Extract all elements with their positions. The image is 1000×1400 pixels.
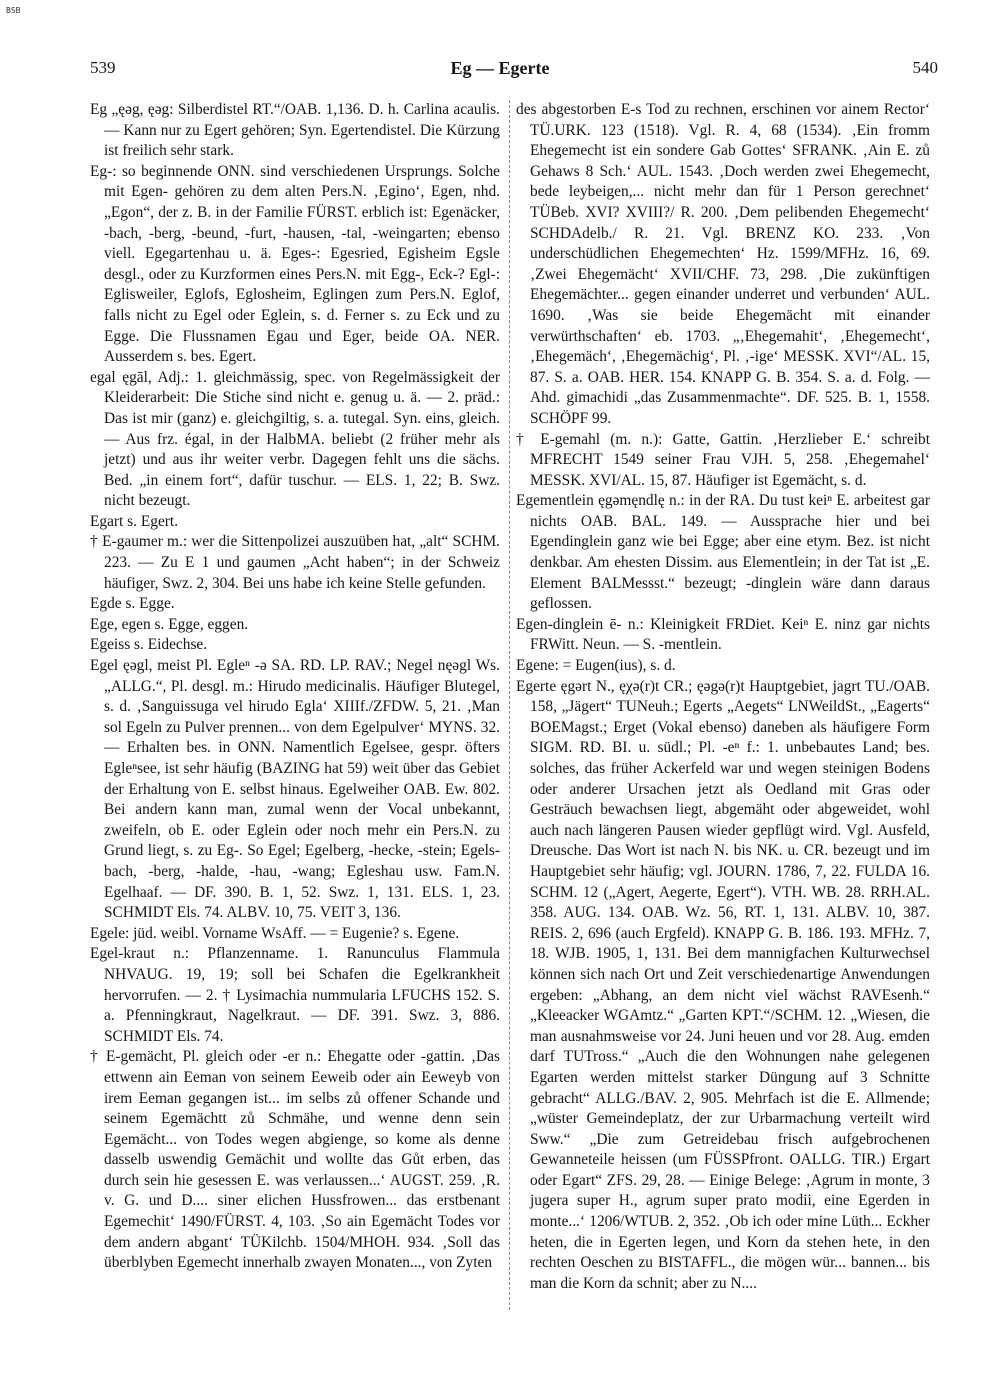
dictionary-entry: Egel ęəgl, meist Pl. Egleⁿ -ə SA. RD. LP. RAV.; Negel nęəgl Ws. „ALLG.“, Pl. desgl. m.: Hirudo medicinalis. Häufiger Blutegel, s. d. ‚Sanguissuga vel hirudo Egla‘ XIIIf./ZFDW. 5, 21. ‚Man sol Egeln zu Pulver prennen... von dem Egelpulver‘ MYNS. 32. — Erhalten bes. in ONN. Namentlich Egelsee, gespr. öfters Egleⁿsee, ist sehr häufig (BAZING hat 59) weit über das Gebiet der Erhaltung von E. selbst hinaus. Egelweiher OAB. Ew. 802. Bei andern kann man, zumal wenn der Vocal unbekannt, zweifeln, ob E. oder Eglein oder noch mehr ein Pers.N. zu Grund liegt, s. zu Eg-. So Egel; Egelberg, -hecke, -stein; Egels-bach, -berg, -halde, -hau, -wang; Egleshau usw. Fam.N. Egelhaaf. — DF. 390. B. 1, 52. Swz. 1, 131. ELS. 1, 23. SCHMIDT Els. 74. ALBV. 10, 75. VEIT 3, 136. bbox=[90, 657, 500, 922]
dictionary-entry: † E-gaumer m.: wer die Sittenpolizei auszuüben hat, „alt“ SCHM. 223. — Zu E 1 und gaumen „Acht haben“; in der Schweiz häufiger, Swz. 2, 304. Bei uns habe ich keine Stelle gefunden. bbox=[90, 533, 500, 592]
page-number-right: 540 bbox=[912, 58, 938, 77]
dictionary-entry: † E-gemahl (m. n.): Gatte, Gattin. ‚Herzlieber E.‘ schreibt MFRECHT 1549 seiner Frau VJH. 5, 258. ‚Ehegemahel‘ MESSK. XVI/AL. 15, 87. Häufiger ist Egemächt, s. d. bbox=[516, 430, 930, 489]
dictionary-entry: Eg-: so beginnende ONN. sind verschiedenen Ursprungs. Solche mit Egen- gehören zu dem alten Pers.N. ‚Egino‘, Egen, nhd. „Egon“, der z. B. in der Familie FÜRST. erblich ist: Egenäcker, -bach, -berg, -beund, -furt, -hausen, -tal, -weingarten; ebenso viell. Egegartenhau u. ä. Eges-: Egesried, Egisheim Egsle desgl., oder zu Kurzformen eines Pers.N. mit Egg-, Eck-? Egl-: Eglisweiler, Eglofs, Eglosheim, Eglingen zum Pers.N. Eglof, falls nicht zu Egel oder Eglein, s. d. Ferner s. zu Eck und zu Egge. Die Flussnamen Egau und Eger, beide OA. NER. Ausserdem s. bes. Egert. bbox=[90, 162, 500, 366]
dictionary-entry: Egene: = Eugen(ius), s. d. bbox=[516, 657, 676, 675]
dictionary-entry: Egele: jüd. weibl. Vorname WsAff. — = Eugenie? s. Egene. bbox=[90, 924, 460, 942]
dictionary-entry: Egeiss s. Eidechse. bbox=[90, 636, 208, 654]
dictionary-entry: Ege, egen s. Egge, eggen. bbox=[90, 615, 249, 633]
right-column bbox=[516, 100, 930, 1294]
dictionary-entry: Egerte ęgərt N., ęχə(r)t CR.; ęəgə(r)t Hauptgebiet, jagrt TU./OAB. 158, „Jägert“ TUNeuh.; Egerts „Aegets“ LNWeildSt., „Eagerts“ BOEMagst.; Erget (Vokal ebenso) daneben als häufigere Form SIGM. RD. BI. u. südl.; Pl. -eⁿ f.: 1. unbebautes Land; bes. solches, das früher Ackerfeld war und wegen steinigen Bodens oder anderer Ursachen jetzt als Oedland mit Gras oder Gesträuch bewachsen liegt, abgemäht oder abgeweidet, wohl auch nach längeren Pausen wieder gepflügt wird. Vgl. Ausfeld, Dreusche. Das Wort ist nach N. bis NK. u. CR. bezeugt und im Hauptgebiet sehr häufig; vgl. JOURN. 1786, 7, 22. FULDA 16. SCHM. 12 („Agert, Aegerte, Egert“). VTH. WB. 28. RRH.AL. 358. AUG. 134. OAB. Wz. 56, RT. 1, 131. ALBV. 10, 387. REIS. 2, 696 (auch Ergfeld). KNAPP G. B. 186. 193. MFHz. 7, 18. WJB. 1905, 1, 131. Bei dem mannigfachen Kulturwechsel können sich nach Ort und Zeit verschiedenartige Anwendungen ergeben: „Abhang, an dem nicht viel wächst RAVEsenh.“ „Kleeacker WGAmtz.“ „Garten KPT.“/SCHM. 12. „Wiesen, die man ausnahmsweise vor 24. Juni heuen und vor 28. Aug. emden darf TUTross.“ „Auch die den Wohnungen nahe gelegenen Egarten werden mittelst starker Düngung auf 3 Schnitte gebracht“ ALLG./BAV. 2, 905. Mehrfach ist die E. Allmende; „wüster Gemeindeplatz, der zur Urbarmachung verteilt wird Sww.“ „Die zum Getreidebau frisch aufgebrochenen Gewanneteile heissen (um FÜSSPfront. OALLG. TIR.) Ergart oder Egart“ ZFS. 29, 28. — Einige Belege: ‚Agrum in monte, 3 jugera super H., agrum super prato modii, eine Egerden in monte...‘ 1206/WTUB. 2, 352. ‚Ob ich oder mine Lüth... Eckher heten, die in Egerten legen, und Korn da stehen hete, in den rechten Oeschen zu BISTAFFL., die mögen wür... bannen... bis man die Korn da schnit; aber zu N.... bbox=[516, 677, 930, 1292]
dictionary-entry: Eg „ęəg, ęəg: Silberdistel RT.“/OAB. 1,136. D. h. Carlina acaulis. — Kann nur zu Egert gehören; Syn. Egertendistel. Die Kürzung ist freilich sehr stark. bbox=[90, 101, 500, 160]
dictionary-entry: des abgestorben E-s Tod zu rechnen, erschinen vor ainem Rector‘ TÜ.URK. 123 (1518). Vgl. R. 4, 68 (1534). ‚Ein fromm Ehegemecht ist ein sondere Gab Gottes‘ SFRANK. ‚Ain E. zů Gehaws 8 Sch.‘ AUL. 1543. ‚Doch werden zwei Ehegemecht, bede leybeigen,... nicht mehr dan für 1 Person gerechnet‘ TÜBeb. XVI? XVIII?/ R. 200. ‚Dem pelibenden Ehegemecht‘ SCHDAdelb./ R. 21. Vgl. BRENZ KO. 233. ‚Von underschüdlichen Ehegemechten‘ Hz. 1599/MFHz. 16, 69. ‚Zwei Ehegemächt‘ XVII/CHF. 73, 298. ‚Die zukünftigen Ehegemächter... gegen einander underret und verbunden‘ AUL. 1690. ‚Was sie beide Ehegemächt mit einander verwürthschaften‘ eb. 1703. „‚Ehegemahit‘, ‚Ehegemecht‘, ‚Ehegemäch‘, ‚Ehegemächig‘, Pl. ‚-ige‘ MESSK. XVI“/AL. 15, 87. S. a. OAB. HER. 154. KNAPP G. B. 354. S. a. d. Folg. — Ahd. gimachidi „das Zusammenmachte“. DF. 525. B. 1, 1558. SCHÖPF 99. bbox=[516, 101, 930, 427]
dictionary-entry: † E-gemächt, Pl. gleich oder -er n.: Ehegatte oder -gattin. ‚Das ettwenn ain Eeman von seinem Eeweib oder ain Eeweyb von irem Eeman gegangen ist... im selbs zů offener Schande und seinem Egemächtt zů Schmähe, und wenne denn sein Egemächt... von Todes wegen abgienge, so kome als denne dasselb uswendig Gemächit und wollte das Gůt erben, das durch sein hie gesessen E. was verlaussen...‘ AUGST. 259. ‚R. v. G. und D.... siner elichen Hussfrowen... das erstbenant Egemechit‘ 1490/FÜRST. 4, 103. ‚So ain Egemächt Todes vor dem andern abgant‘ TÜKilchb. 1504/MHOH. 934. ‚Soll das überblyben Egemecht innerhalb zwayen Monaten..., von Zyten bbox=[90, 1048, 500, 1272]
dictionary-entry: Egen-dinglein ē- n.: Kleinigkeit FRDiet. Keiⁿ E. ninz gar nichts FRWitt. Neun. — S. -mentlein. bbox=[516, 615, 930, 654]
dictionary-entry: Egel-kraut n.: Pflanzenname. 1. Ranunculus Flammula NHVAUG. 19, 19; soll bei Schafen die Egelkrankheit hervorrufen. — 2. † Lysimachia nummularia LFUCHS 152. S. a. Pfenningkraut, Nagelkraut. — DF. 391. Swz. 3, 886. SCHMIDT Els. 74. bbox=[90, 945, 500, 1045]
dictionary-entry: Egementlein ęgəmęndlę n.: in der RA. Du tust keiⁿ E. arbeitest gar nichts OAB. BAL. 149. — Aussprache hier und bei Egendinglein ganz wie bei Egge; aber eine etym. Bez. ist nicht denkbar. Am ehesten Dissim. aus Elementlein; in der Tat ist „E. Element BALMessst.“ bezeugt; -dinglein wäre dann daraus geflossen. bbox=[516, 492, 930, 613]
library-stamp: BSB bbox=[6, 6, 21, 15]
page-title: Eg — Egerte bbox=[450, 58, 550, 78]
left-column bbox=[90, 100, 500, 1274]
column-divider bbox=[509, 100, 510, 1310]
dictionary-entry: Egde s. Egge. bbox=[90, 595, 175, 613]
page-number-left: 539 bbox=[90, 58, 116, 77]
dictionary-entry: egal ęgāl, Adj.: 1. gleichmässig, spec. von Regelmässigkeit der Kleiderarbeit: Die Stiche sind nicht e. genug u. ä. — 2. präd.: Das ist mir (ganz) e. gleichgiltig, s. a. tutegal. Syn. eins, gleich. — Aus frz. égal, in der HalbMA. beliebt (2 früher mehr als jetzt) und aus ihr weiter verbr. Dagegen fehlt uns die sächs. Bed. „in einem fort“, dafür tuschur. — ELS. 1, 22; B. Swz. nicht bezeugt. bbox=[90, 368, 500, 510]
dictionary-entry: Egart s. Egert. bbox=[90, 512, 179, 530]
